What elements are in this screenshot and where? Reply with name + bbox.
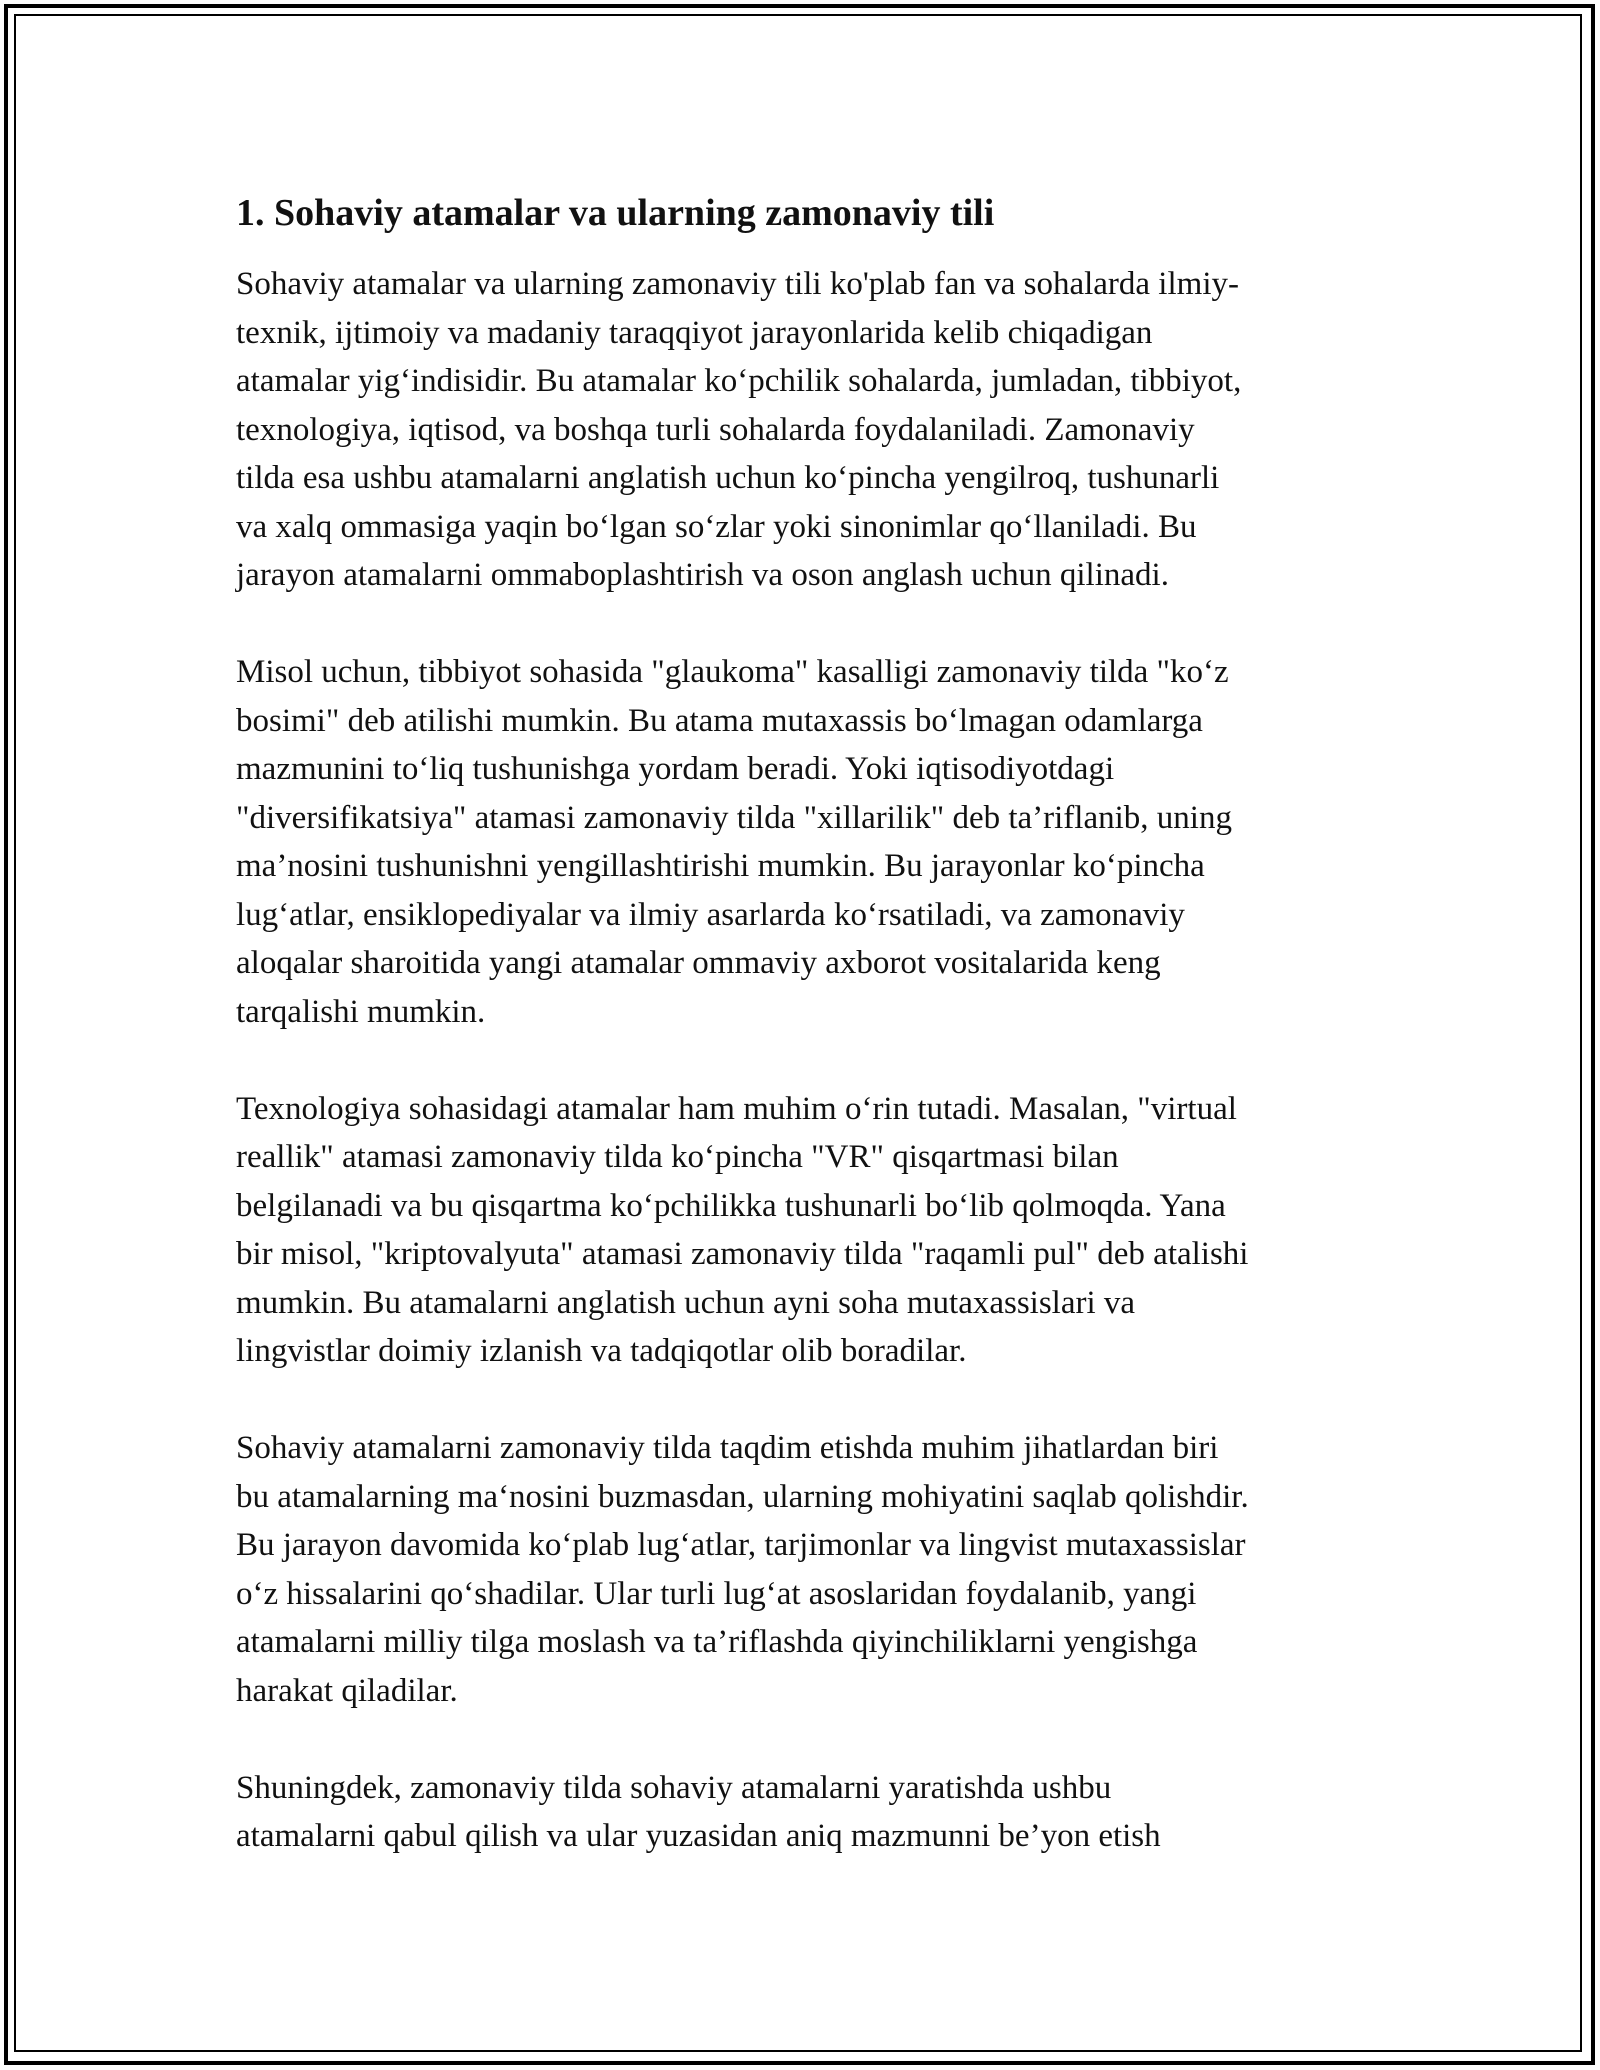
- text-line: Shuningdek, zamonaviy tilda sohaviy atamalarni yaratishda ushbu: [236, 1769, 1112, 1806]
- text-line: bosimi" deb atilishi mumkin. Bu atama mutaxassis bo‘lmagan odamlarga: [236, 702, 1203, 739]
- text-line: atamalar yig‘indisidir. Bu atamalar ko‘pchilik sohalarda, jumladan, tibbiyot,: [236, 363, 1242, 399]
- text-line: va xalq ommasiga yaqin bo‘lgan so‘zlar yoki sinonimlar qo‘llaniladi. Bu: [236, 508, 1197, 545]
- text-line: atamalarni milliy tilga moslash va ta’riflashda qiyinchiliklarni yengishga: [236, 1624, 1198, 1660]
- text-line: reallik" atamasi zamonaviy tilda ko‘pincha "VR" qisqartmasi bilan: [236, 1139, 1119, 1175]
- text-line: Sohaviy atamalarni zamonaviy tilda taqdim etishda muhim jihatlardan biri: [236, 1430, 1219, 1466]
- paragraph-5: [236, 1764, 1366, 1861]
- text-line: lingvistlar doimiy izlanish va tadqiqotlar olib boradilar.: [236, 1333, 967, 1369]
- document-body: [236, 188, 1366, 1909]
- paragraph-1: [236, 260, 1366, 600]
- text-line: Misol uchun, tibbiyot sohasida "glaukoma" kasalligi zamonaviy tilda "ko‘z: [236, 654, 1229, 690]
- text-line: o‘z hissalarini qo‘shadilar. Ular turli lug‘at asoslaridan foydalanib, yangi: [236, 1575, 1197, 1612]
- text-line: bu atamalarning ma‘nosini buzmasdan, ularning mohiyatini saqlab qolishdir.: [236, 1478, 1249, 1515]
- paragraph-4: [236, 1424, 1366, 1715]
- text-line: mazmunini to‘liq tushunishga yordam beradi. Yoki iqtisodiyotdagi: [236, 751, 1115, 787]
- paragraph-2: [236, 648, 1366, 1036]
- text-line: tarqalishi mumkin.: [236, 993, 486, 1030]
- text-line: mumkin. Bu atamalarni anglatish uchun ayni soha mutaxassislari va: [236, 1284, 1136, 1321]
- text-line: tilda esa ushbu atamalarni anglatish uchun ko‘pincha yengilroq, tushunarli: [236, 460, 1220, 496]
- text-line: Sohaviy atamalar va ularning zamonaviy tili ko'plab fan va sohalarda ilmiy-: [236, 266, 1239, 302]
- text-line: belgilanadi va bu qisqartma ko‘pchilikka tushunarli bo‘lib qolmoqda. Yana: [236, 1187, 1226, 1224]
- text-line: atamalarni qabul qilish va ular yuzasidan aniq mazmunni be’yon etish: [236, 1818, 1161, 1854]
- text-line: harakat qiladilar.: [236, 1672, 458, 1709]
- text-line: texnik, ijtimoiy va madaniy taraqqiyot jarayonlarida kelib chiqadigan: [236, 314, 1153, 351]
- paragraph-3: [236, 1085, 1366, 1376]
- text-line: jarayon atamalarni ommaboplashtirish va oson anglash uchun qilinadi.: [236, 557, 1169, 593]
- text-line: aloqalar sharoitida yangi atamalar ommaviy axborot vositalarida keng: [236, 945, 1161, 981]
- text-line: ma’nosini tushunishni yengillashtirishi mumkin. Bu jarayonlar ko‘pincha: [236, 848, 1205, 884]
- text-line: texnologiya, iqtisod, va boshqa turli sohalarda foydalaniladi. Zamonaviy: [236, 411, 1195, 448]
- text-line: Texnologiya sohasidagi atamalar ham muhim o‘rin tutadi. Masalan, "virtual: [236, 1090, 1237, 1127]
- text-line: lug‘atlar, ensiklopediyalar va ilmiy asarlarda ko‘rsatiladi, va zamonaviy: [236, 896, 1185, 933]
- text-line: "diversifikatsiya" atamasi zamonaviy tilda "xillarilik" deb ta’riflanib, uning: [236, 799, 1232, 836]
- text-line: bir misol, "kriptovalyuta" atamasi zamonaviy tilda "raqamli pul" deb atalishi: [236, 1236, 1249, 1272]
- section-heading: 1. Sohaviy atamalar va ularning zamonaviy tili: [236, 192, 995, 234]
- text-line: Bu jarayon davomida ko‘plab lug‘atlar, tarjimonlar va lingvist mutaxassislar: [236, 1527, 1246, 1563]
